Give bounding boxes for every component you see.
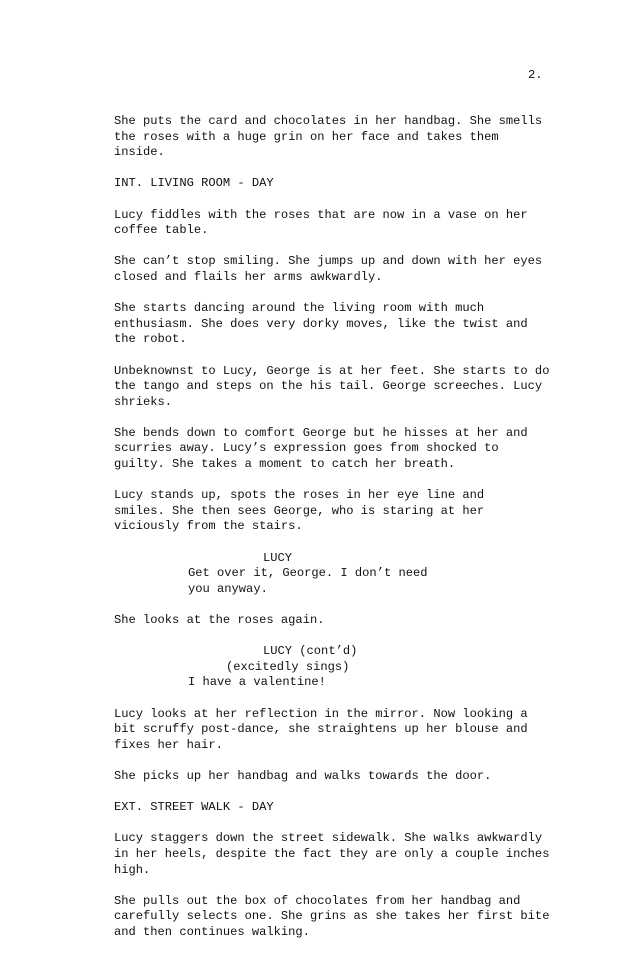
- action-line: coffee table.: [114, 223, 209, 238]
- action-paragraph: [114, 488, 584, 535]
- action-line: the roses with a huge grin on her face and takes them: [114, 129, 499, 144]
- action-line: carefully selects one. She grins as she takes her first bite: [114, 909, 550, 924]
- action-paragraph: [114, 254, 584, 285]
- dialogue-line: I have a valentine!: [188, 675, 326, 690]
- dialogue-line: you anyway.: [188, 581, 268, 596]
- scene-heading: [114, 176, 584, 192]
- action-line: Lucy staggers down the street sidewalk. She walks awkwardly: [114, 831, 543, 846]
- action-line: smiles. She then sees George, who is staring at her: [114, 503, 485, 518]
- scene-heading-text: INT. LIVING ROOM - DAY: [114, 176, 274, 191]
- action-line: She starts dancing around the living room with much: [114, 301, 485, 316]
- action-line: the robot.: [114, 332, 187, 347]
- action-line: Lucy fiddles with the roses that are now in a vase on her: [114, 207, 528, 222]
- character-name: LUCY: [263, 550, 293, 565]
- page-number: 2.: [528, 68, 543, 82]
- action-line: She looks at the roses again.: [114, 613, 325, 627]
- dialogue-block: [114, 644, 584, 691]
- scene-heading-text: EXT. STREET WALK - DAY: [114, 800, 274, 815]
- action-paragraph: [114, 208, 584, 239]
- action-line: Lucy stands up, spots the roses in her eye line and: [114, 488, 485, 503]
- action-line: shrieks.: [114, 394, 173, 409]
- action-paragraph: [114, 613, 584, 629]
- dialogue-line: Get over it, George. I don’t need: [188, 566, 428, 581]
- action-line: She puts the card and chocolates in her handbag. She smells: [114, 114, 543, 128]
- action-line: fixes her hair.: [114, 737, 223, 752]
- action-line: viciously from the stairs.: [114, 519, 303, 534]
- action-line: Lucy looks at her reflection in the mirror. Now looking a: [114, 706, 528, 721]
- action-line: Unbeknownst to Lucy, George is at her feet. She starts to do: [114, 363, 550, 378]
- action-line: and then continues walking.: [114, 924, 310, 939]
- action-line: She can’t stop smiling. She jumps up and down with her eyes: [114, 254, 543, 269]
- action-line: enthusiasm. She does very dorky moves, like the twist and: [114, 316, 528, 331]
- action-paragraph: [114, 364, 584, 411]
- action-line: the tango and steps on the his tail. George screeches. Lucy: [114, 379, 543, 394]
- action-paragraph: [114, 769, 584, 785]
- parenthetical: (excitedly sings): [226, 659, 350, 674]
- action-line: She picks up her handbag and walks towards the door.: [114, 768, 492, 783]
- action-line: inside.: [114, 145, 165, 160]
- action-paragraph: [114, 114, 584, 161]
- action-line: high.: [114, 862, 151, 877]
- action-paragraph: [114, 894, 584, 941]
- action-paragraph: [114, 426, 584, 473]
- action-line: closed and flails her arms awkwardly.: [114, 269, 383, 284]
- action-paragraph: [114, 831, 584, 878]
- dialogue-block: [114, 551, 584, 598]
- character-name: LUCY (cont’d): [263, 644, 358, 659]
- action-line: guilty. She takes a moment to catch her breath.: [114, 457, 456, 472]
- action-line: scurries away. Lucy’s expression goes from shocked to: [114, 441, 499, 456]
- scene-heading: [114, 800, 584, 816]
- script-body: [114, 114, 584, 956]
- action-line: bit scruffy post-dance, she straightens up her blouse and: [114, 722, 528, 737]
- action-line: in her heels, despite the fact they are only a couple inches: [114, 846, 550, 861]
- action-line: She pulls out the box of chocolates from her handbag and: [114, 893, 521, 908]
- action-paragraph: [114, 707, 584, 754]
- action-paragraph: [114, 301, 584, 348]
- action-line: She bends down to comfort George but he hisses at her and: [114, 425, 528, 440]
